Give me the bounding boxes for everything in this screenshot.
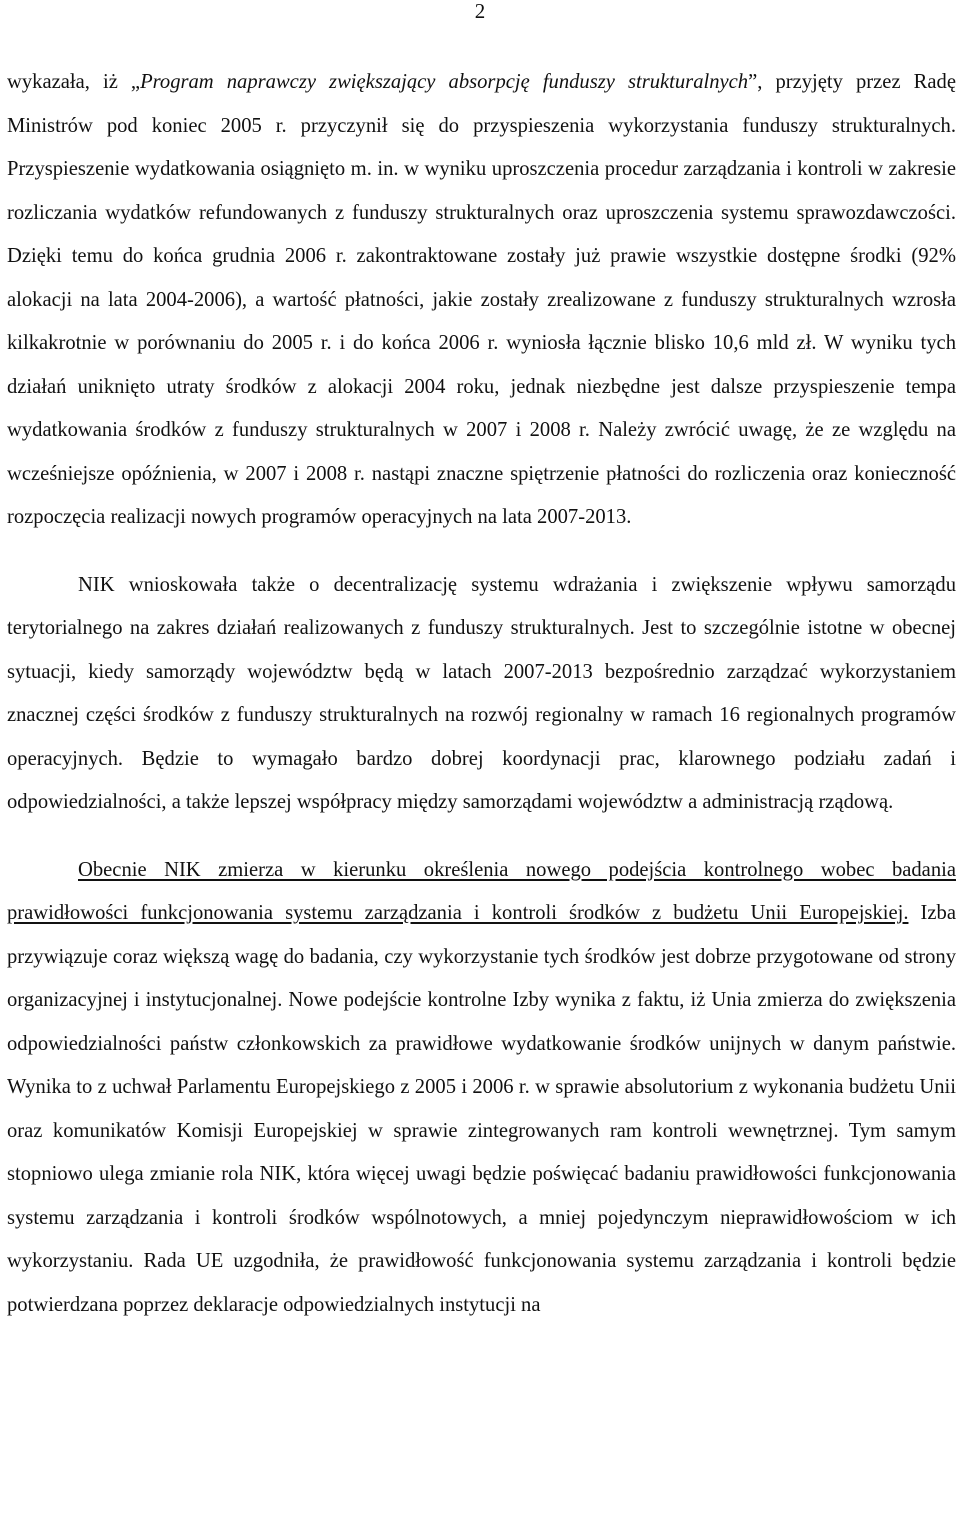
paragraph-2: NIK wnioskowała także o decentralizację systemu wdrażania i zwiększenie wpływu samorządu terytorialnego na zakres działań realizowanych z funduszy strukturalnych. Jest to szczególnie istotne w obecnej sytuacji, kiedy samorządy województw będą w latach 2007-2013 bezpośrednio zarządzać wykorzystaniem znacznej części środków z funduszy strukturalnych na rozwój regionalny w ramach 16 regionalnych programów operacyjnych. Będzie to wymagało bardzo dobrej koordynacji prac, klarownego podziału zadań i odpowiedzialności, a także lepszej współpracy między samorządami województw a administracją rządową. bbox=[7, 573, 956, 813]
paragraph-1 bbox=[7, 61, 956, 540]
document-body bbox=[7, 61, 956, 1327]
paragraph-1-text: ”, przyjęty przez Radę Ministrów pod koniec 2005 r. przyczynił się do przyspieszenia wykorzystania funduszy strukturalnych. Przyspieszenie wydatkowania osiągnięto m. in. w wyniku uproszczenia procedur zarządzania i kontroli w zakresie rozliczania wydatków refundowanych z funduszy strukturalnych oraz uproszczenia systemu sprawozdawczości. Dzięki temu do końca grudnia 2006 r. zakontraktowane zostały już prawie wszystkie dostępne środki (92% alokacji na lata 2004-2006), a wartość płatności, jakie zostały zrealizowane z funduszy strukturalnych wzrosła kilkakrotnie w porównaniu do 2005 r. i do końca 2006 r. wyniosła łącznie blisko 10,6 mld zł. W wyniku tych działań uniknięto utraty środków z alokacji 2004 roku, jednak niezbędne jest dalsze przyspieszenie tempa wydatkowania środków z funduszy strukturalnych w 2007 i 2008 r. Należy zwrócić uwagę, że ze względu na wcześniejsze opóźnienia, w 2007 i 2008 r. nastąpi znaczne spiętrzenie płatności do rozliczenia oraz konieczność rozpoczęcia realizacji nowych programów operacyjnych na lata 2007-2013. bbox=[7, 71, 956, 528]
program-title: Program naprawczy zwiększający absorpcję funduszy strukturalnych bbox=[140, 71, 749, 93]
underlined-statement: Obecnie NIK zmierza w kierunku określenia nowego podejścia kontrolnego wobec badania prawidłowości funkcjonowania systemu zarządzania i kontroli środków z budżetu Unii Europejskiej. bbox=[7, 858, 956, 924]
paragraph-3 bbox=[7, 849, 956, 1328]
paragraph-3-text: Izba przywiązuje coraz większą wagę do badania, czy wykorzystanie tych środków jest dobrze przygotowane od strony organizacyjnej i instytucjonalnej. Nowe podejście kontrolne Izby wynika z faktu, iż Unia zmierza do zwiększenia odpowiedzialności państw członkowskich za prawidłowe wydatkowanie środków unijnych w danym państwie. Wynika to z uchwał Parlamentu Europejskiego z 2005 i 2006 r. w sprawie absolutorium z wykonania budżetu Unii oraz komunikatów Komisji Europejskiej w sprawie zintegrowanych ram kontroli wewnętrznej. Tym samym stopniowo ulega zmianie rola NIK, która więcej uwagi będzie poświęcać badaniu prawidłowości funkcjonowania systemu zarządzania i kontroli środków wspólnotowych, a mniej pojedynczym nieprawidłowościom w ich wykorzystaniu. Rada UE uzgodniła, że prawidłowość funkcjonowania systemu zarządzania i kontroli będzie potwierdzana poprzez deklaracje odpowiedzialnych instytucji na bbox=[7, 902, 956, 1316]
page-number: 2 bbox=[474, 0, 486, 23]
paragraph-1-lead: wykazała, iż „ bbox=[7, 71, 141, 93]
